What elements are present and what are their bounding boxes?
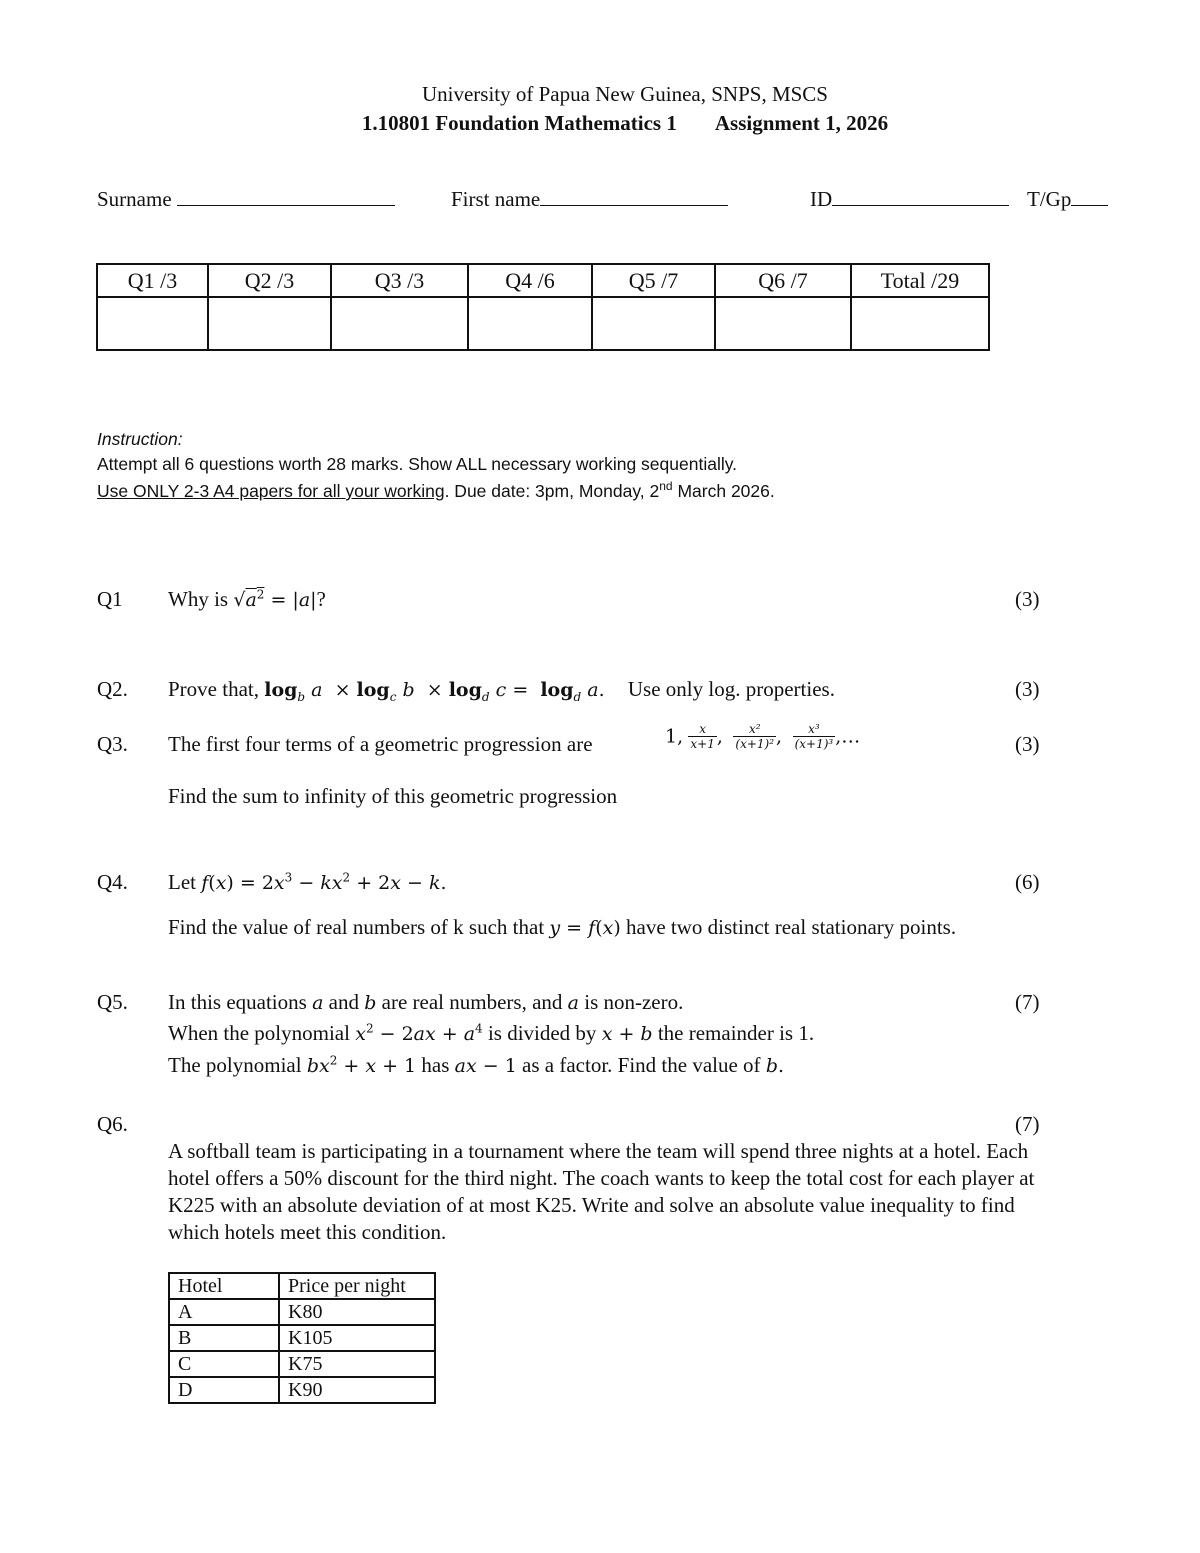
hotel-name: D [169, 1377, 279, 1403]
id-blank[interactable] [832, 187, 1009, 206]
q4-line-2-math: y = f(x) [549, 917, 621, 939]
q5-line-1a: In this equations [168, 990, 307, 1014]
hotel-price: K90 [279, 1377, 435, 1403]
marks-cell-q2[interactable] [208, 297, 331, 350]
q3-label: Q3. [97, 732, 128, 756]
marks-cell-total[interactable] [851, 297, 989, 350]
q1-text: Why is $√a^2 = |a|$? [168, 587, 326, 611]
q6-para-line-2: hotel offers a 50% discount for the third night. The coach wants to keep the total cost for each player at [168, 1166, 1035, 1190]
instruction-due-a: . Due date: 3pm, Monday, 2 [444, 480, 660, 501]
q5-line-2c: the remainder is 1. [657, 1021, 815, 1045]
q2-label: Q2. [97, 677, 128, 701]
q5-var-a-2: a [567, 992, 579, 1014]
q5-line-2b: is divided by [487, 1021, 597, 1045]
q5-poly-1: $x^2 - 2ax + a^4$ [355, 1021, 483, 1045]
q4-label: Q4. [97, 870, 128, 894]
q5-points: (7) [1015, 990, 1040, 1014]
marks-header-q5: Q5 /7 [592, 264, 715, 297]
q4-math: $f(x) = 2x^3 - kx^2 + 2x - k$. [201, 870, 447, 894]
q2-math: $\log_b a \times \log_c b \times \log_d c = \log_d a$. [264, 679, 605, 704]
instruction-due-sup: nd [659, 479, 673, 493]
id-label: ID [810, 187, 833, 211]
assignment-title: Assignment 1, 2026 [714, 111, 889, 135]
q4-text [168, 870, 447, 895]
tgp-blank[interactable] [1071, 187, 1108, 206]
instruction-due-b: March 2026. [672, 480, 775, 501]
hotel-price: K75 [279, 1351, 435, 1377]
marks-header-q1: Q1 /3 [97, 264, 208, 297]
q2-points: (3) [1015, 677, 1040, 701]
q5-divisor: x + b [601, 1023, 653, 1045]
q3-term-2: $\frac{x}{x+1}$ [690, 722, 715, 751]
course-title: 1.10801 Foundation Mathematics 1 [361, 111, 677, 135]
q5-line-1 [168, 990, 683, 1015]
marks-cell-q6[interactable] [715, 297, 851, 350]
hotel-name: A [169, 1299, 279, 1325]
q2-text [168, 677, 835, 704]
id-field[interactable] [810, 187, 1009, 212]
instruction-label-text: Instruction [97, 429, 178, 449]
q3-points: (3) [1015, 732, 1040, 756]
q5-line-3 [168, 1053, 784, 1078]
hotel-price: K80 [279, 1299, 435, 1325]
q1-label: Q1 [97, 587, 123, 611]
marks-header-row [97, 264, 989, 297]
table-row [169, 1351, 435, 1377]
tgp-field[interactable] [1027, 187, 1108, 212]
q3-term-3: $\frac{\text{x²}}{\text{(x+1)²}}$ [735, 722, 775, 751]
q6-para-line-4: which hotels meet this condition. [168, 1220, 447, 1244]
q1-math: $√a^2 = |a|$ [233, 587, 317, 611]
surname-label: Surname [97, 187, 172, 211]
first-name-blank[interactable] [540, 187, 728, 206]
q6-para-line-1: A softball team is participating in a tournament where the team will spend three nights at a hotel. Each [168, 1139, 1029, 1163]
q5-var-a: a [312, 992, 324, 1014]
hotel-name: B [169, 1325, 279, 1351]
q1-prompt: Why is [168, 587, 229, 611]
q5-line-2 [168, 1021, 814, 1046]
marks-cell-q3[interactable] [331, 297, 468, 350]
q5-line-1d: is non-zero. [584, 990, 684, 1014]
q3-text: The first four terms of a geometric progression are [168, 732, 593, 756]
hotel-table [168, 1272, 436, 1404]
first-name-label: First name [451, 187, 541, 211]
q6-label: Q6. [97, 1112, 128, 1136]
marks-header-q2: Q2 /3 [208, 264, 331, 297]
instruction-underlined: Use ONLY 2-3 A4 papers for all your working [97, 480, 445, 501]
q5-label: Q5. [97, 990, 128, 1014]
q4-line-2b: have two distinct real stationary points. [626, 915, 957, 939]
q5-line-1c: are real numbers, and [381, 990, 563, 1014]
tgp-label: T/Gp [1027, 187, 1072, 211]
instruction-line-2 [97, 479, 775, 502]
q5-find-b: b. [765, 1055, 785, 1077]
q4-prompt: Let [168, 870, 196, 894]
q5-line-2a: When the polynomial [168, 1021, 350, 1045]
marks-header-q6: Q6 /7 [715, 264, 851, 297]
hotel-table-header [169, 1273, 435, 1299]
q3-line-2: Find the sum to infinity of this geometric progression [168, 784, 618, 808]
q4-points: (6) [1015, 870, 1040, 894]
instruction-line-1: Attempt all 6 questions worth 28 marks. Show ALL necessary working sequentially. [97, 454, 738, 474]
q5-line-1b: and [328, 990, 359, 1014]
q3-term-4: $\frac{\text{x³}}{\text{(x+1)³}}$ [794, 722, 834, 751]
surname-blank[interactable] [177, 187, 395, 206]
marks-header-q4: Q4 /6 [468, 264, 592, 297]
q3-terms: 1, $\frac{x}{x+1}$ , $\frac{\text{x²}}{\text{(x+1)²}}$ , $\frac{\text{x³}}{\text{(x+1)³}}$ ,… [665, 722, 861, 751]
q4-line-2a: Find the value of real numbers of k such that [168, 915, 545, 939]
q6-para-line-3: K225 with an absolute deviation of at most K25. Write and solve an absolute value inequality to find [168, 1193, 1015, 1217]
marks-header-total: Total /29 [851, 264, 989, 297]
instruction-label: Instruction: [97, 429, 183, 449]
surname-field[interactable] [97, 187, 395, 212]
hotel-price: K105 [279, 1325, 435, 1351]
hotel-header-hotel: Hotel [169, 1273, 279, 1299]
university-line: University of Papua New Guinea, SNPS, MSCS [421, 82, 828, 106]
table-row [169, 1325, 435, 1351]
table-row [169, 1377, 435, 1403]
q4-line-2 [168, 915, 956, 940]
first-name-field[interactable] [451, 187, 728, 212]
hotel-name: C [169, 1351, 279, 1377]
q5-line-3b: has [421, 1053, 450, 1077]
marks-cell-q1[interactable] [97, 297, 208, 350]
q2-note: Use only log. properties. [627, 677, 835, 701]
q5-line-3a: The polynomial [168, 1053, 302, 1077]
marks-cell-q4[interactable] [468, 297, 592, 350]
table-row [169, 1299, 435, 1325]
marks-header-q3: Q3 /3 [331, 264, 468, 297]
q6-points: (7) [1015, 1112, 1040, 1136]
q5-var-b: b [364, 992, 377, 1014]
q5-factor: ax − 1 [454, 1055, 517, 1077]
marks-cell-q5[interactable] [592, 297, 715, 350]
q5-poly-2: $bx^2 + x + 1$ [306, 1053, 417, 1077]
marks-table [96, 263, 990, 351]
q1-points: (3) [1015, 587, 1040, 611]
hotel-header-price: Price per night [279, 1273, 435, 1299]
course-title-line [0, 111, 1200, 136]
q5-line-3c: as a factor. Find the value of [522, 1053, 761, 1077]
marks-score-row [97, 297, 989, 350]
q2-prompt: Prove that, [168, 677, 259, 701]
